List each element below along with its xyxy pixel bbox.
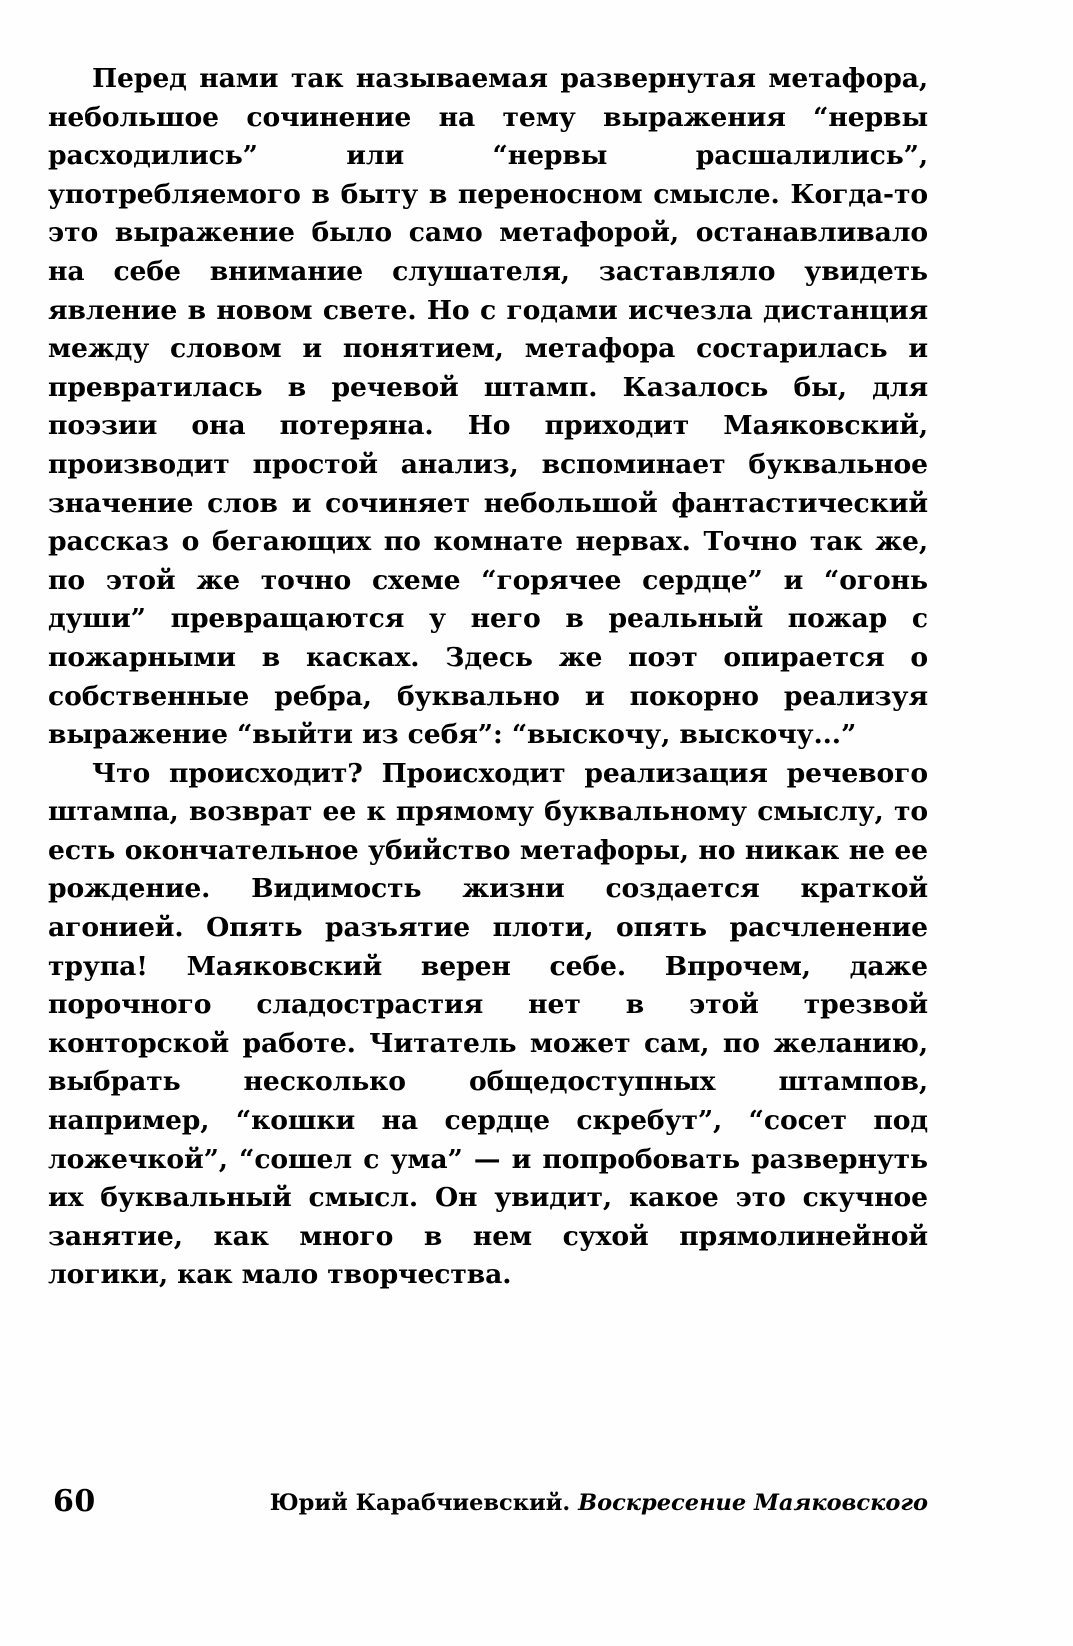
paragraph: Перед нами так называемая развернутая метафора, небольшое сочинение на тему выражения “нервы расходились” или “нервы расшалились”, употребляемого в быту в переносном смысле. Когда-то это выражение было само метафорой, останавливало на себе внимание слушателя, заставляло увидеть явление в новом свете. Но с годами исчезла дистанция между словом и понятием, метафора состарилась и превратилась в речевой штамп. Казалось бы, для поэзии она потеряна. Но приходит Маяковский, производит простой анализ, вспоминает буквальное значение слов и сочиняет небольшой фантастический рассказ о бегающих по комнате нервах. Точно так же, по этой же точно схеме “горячее сердце” и “огонь души” превращаются у него в реальный пожар с пожарными в касках. Здесь же поэт опирается о собственные ребра, буквально и покорно реализуя выражение “выйти из себя”: “выскочу, выскочу...” bbox=[48, 63, 928, 751]
page-footer bbox=[48, 1484, 928, 1528]
running-head-title: Воскресение Маяковского bbox=[578, 1490, 928, 1516]
paragraph: Что происходит? Происходит реализация речевого штампа, возврат ее к прямому буквальному смыслу, то есть окончательное убийство метафоры, но никак не ее рождение. Видимость жизни создается краткой агонией. Опять разъятие плоти, опять расчленение трупа! Маяковский верен себе. Впрочем, даже порочного сладострастия нет в этой трезвой конторской работе. Читатель может сам, по желанию, выбрать несколько общедоступных штампов, например, “кошки на сердце скребут”, “сосет под ложечкой”, “сошел с ума” — и попробовать развернуть их буквальный смысл. Он увидит, какое это скучное занятие, как много в нем сухой прямолинейной логики, как мало творчества. bbox=[48, 757, 928, 1291]
running-head-author: Юрий Карабчиевский. bbox=[269, 1490, 571, 1516]
page-text-column bbox=[48, 60, 928, 1295]
page-number: 60 bbox=[53, 1484, 96, 1519]
running-head bbox=[270, 1490, 928, 1516]
